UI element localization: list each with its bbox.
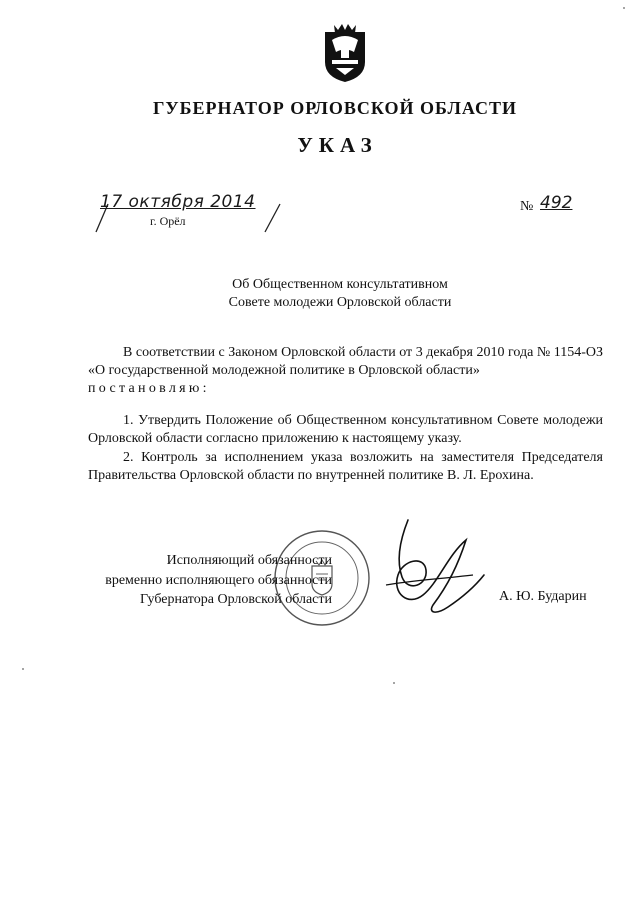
signatory-name: А. Ю. Бударин xyxy=(499,589,587,604)
intro-paragraph xyxy=(88,344,603,398)
document-subject xyxy=(0,276,640,311)
city-label: г. Орёл xyxy=(150,214,186,228)
signatory-line-2: временно исполняющего обязанности xyxy=(105,572,332,588)
scan-speck xyxy=(393,682,395,684)
scan-speck xyxy=(623,7,625,9)
item-2-paragraph: 2. Контроль за исполнением указа возложить на заместителя Председателя Правительства Орловской области по внутренней политике В. Л. Ерохина. xyxy=(88,450,603,483)
number-sign: № xyxy=(520,199,534,214)
handwritten-signature-icon xyxy=(378,515,488,627)
signatory-line-1: Исполняющий обязанности xyxy=(166,553,332,568)
authority-title: ГУБЕРНАТОР ОРЛОВСКОЙ ОБЛАСТИ xyxy=(152,98,518,118)
intro-text: В соответствии с Законом Орловской области от 3 декабря 2010 года № 1154-ОЗ «О государственной молодежной политике в Орловской области» xyxy=(88,345,603,378)
signatory-line-3: Губернатора Орловской области xyxy=(139,592,332,607)
item-1-paragraph: 1. Утвердить Положение об Общественном консультативном Совете молодежи Орловской области согласно приложению к настоящему указу. xyxy=(88,413,603,446)
scan-speck xyxy=(22,668,24,670)
handwritten-number: 492 xyxy=(540,193,573,213)
subject-line-1: Об Общественном консультативном xyxy=(232,277,448,292)
subject-line-2: Совете молодежи Орловской области xyxy=(228,294,452,310)
emblem-icon xyxy=(320,22,370,84)
signatory-title xyxy=(88,551,332,610)
decree-word: постановляю: xyxy=(88,381,210,396)
document-type: УКАЗ xyxy=(297,133,378,157)
handwritten-date: 17 октября 2014 xyxy=(100,192,256,212)
